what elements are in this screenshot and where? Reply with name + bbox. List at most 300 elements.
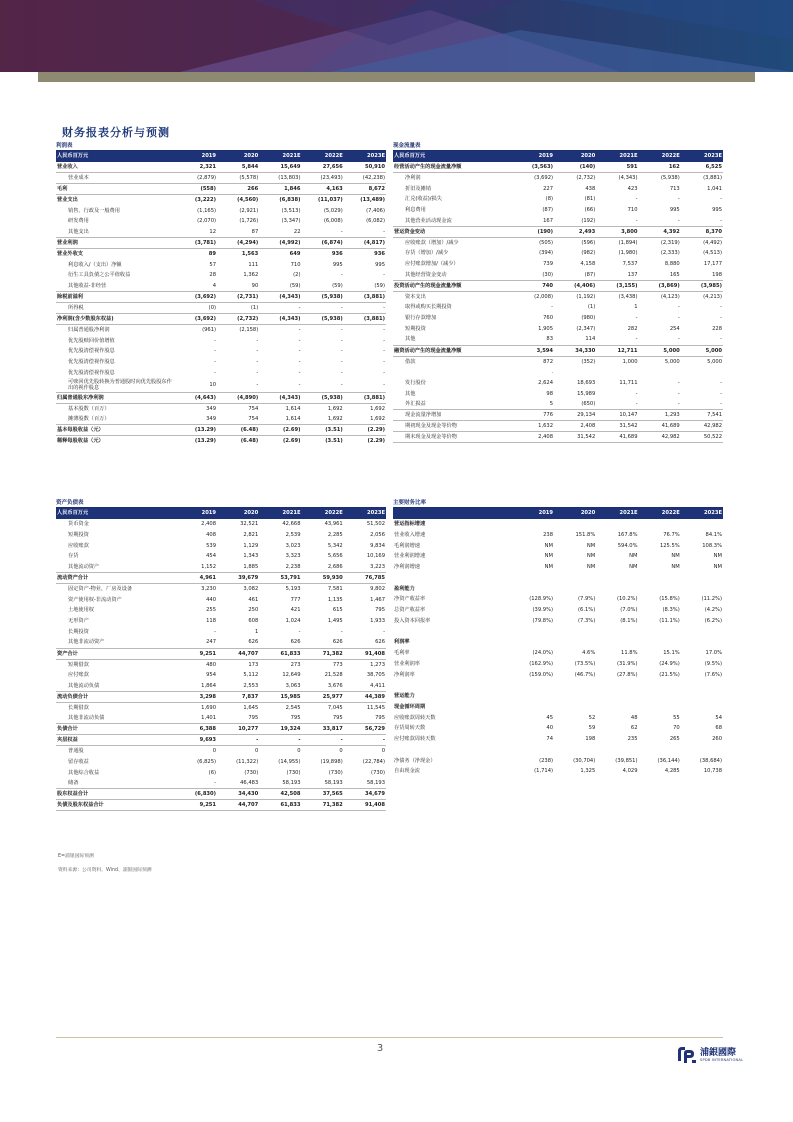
table-row (56, 540, 386, 551)
row-value: 7,837 (217, 691, 259, 702)
header-year: 2022E (302, 151, 344, 162)
header-year: 2022E (639, 508, 681, 519)
footer-divider (56, 1037, 723, 1038)
row-value: - (635, 315, 638, 322)
row-value: 995 (332, 261, 343, 268)
row-value: NM (629, 553, 638, 560)
row-value (639, 519, 681, 530)
table-row (393, 388, 723, 399)
table-row (393, 594, 723, 605)
row-label: 货币资金 (68, 521, 89, 528)
row-value: 10,277 (217, 724, 259, 735)
row-value: - (302, 303, 344, 314)
row-label: 无形资产 (68, 618, 89, 625)
row-value: (6.48) (217, 425, 259, 436)
row-label: 负债合计 (56, 724, 175, 735)
row-value: 165 (639, 270, 681, 281)
row-value: (11,322) (236, 758, 259, 765)
row-label: 净利润(含少数股东权益) (56, 314, 175, 325)
row-label: 营运能力 (394, 693, 415, 700)
row-value: - (720, 304, 722, 311)
row-value: 591 (596, 162, 638, 173)
table-header-row (56, 151, 386, 162)
row-value: (4,643) (175, 392, 217, 403)
row-label: 稀释每股收益（元） (57, 438, 104, 445)
row-value: 31,542 (596, 421, 638, 432)
row-value (512, 702, 554, 713)
row-value: - (340, 348, 343, 355)
row-value (596, 519, 638, 530)
row-value: 266 (217, 184, 259, 195)
row-label: 夹层权益 (56, 735, 175, 746)
row-value: - (383, 359, 385, 366)
table-row (393, 270, 723, 281)
table-row (56, 270, 386, 281)
row-label: 应收账款周转天数 (394, 714, 436, 721)
row-label: 股东权益合计 (56, 789, 175, 800)
row-value: 162 (639, 162, 681, 173)
table-row (56, 346, 386, 357)
row-label: 短期投资 (405, 325, 426, 332)
row-value: 5,000 (664, 358, 680, 365)
row-value: 795 (259, 713, 301, 724)
spdb-logo (676, 1043, 766, 1069)
table-row (393, 302, 723, 313)
row-value: (19,898) (320, 758, 343, 765)
table-row (56, 789, 386, 800)
row-label: 其他 (393, 334, 512, 345)
row-label: 土地使用权 (68, 607, 94, 614)
row-value: 7,537 (622, 261, 638, 268)
row-value: 423 (627, 185, 638, 192)
row-label: 外汇损益 (393, 399, 512, 410)
row-value: 19,324 (259, 724, 301, 735)
row-value: 438 (585, 185, 596, 192)
row-value: 1,905 (538, 325, 554, 332)
table-row (393, 216, 723, 227)
row-value: 12,711 (596, 345, 638, 356)
row-value: NM (713, 553, 722, 560)
row-value: (4,513) (703, 250, 722, 257)
row-value: 76,785 (344, 573, 386, 584)
row-value (554, 367, 596, 378)
row-value: 594.0% (617, 542, 638, 549)
table-row (56, 562, 386, 573)
row-value: (2.29) (344, 425, 386, 436)
row-value: (87) (542, 207, 554, 214)
footnote-forecast: E=浦银国际预测 (58, 854, 94, 859)
row-label: 资本支出 (405, 293, 426, 300)
row-value: - (298, 628, 301, 635)
row-value: 260 (712, 736, 722, 743)
row-label: 净债务（净现金） (394, 757, 436, 764)
logo-text-cn: 浦銀國際 (700, 1048, 737, 1058)
row-value: (3,881) (344, 292, 386, 303)
row-label: 应收账款（增加）/减少 (405, 239, 459, 246)
table-row (393, 691, 723, 702)
row-value: - (596, 216, 638, 227)
row-value: 50,910 (344, 162, 386, 173)
row-value: (3,692) (534, 175, 554, 182)
row-value: 480 (206, 661, 217, 668)
row-value: 58,193 (259, 778, 301, 789)
row-label: 其他流动资产 (56, 562, 175, 573)
row-value: - (214, 348, 217, 355)
row-value: (27.8%) (616, 671, 638, 678)
row-value: 247 (175, 637, 217, 648)
row-value (596, 680, 638, 691)
row-value: 3,082 (243, 586, 259, 593)
row-value: (3,881) (344, 314, 386, 325)
row-label: 应付账款周转天数 (394, 736, 436, 743)
row-value: 4,163 (302, 184, 344, 195)
header-year: 2020 (554, 151, 596, 162)
row-value: 10,147 (596, 410, 638, 421)
row-label: 净利润增速 (394, 564, 420, 571)
row-value: (2.69) (282, 438, 301, 445)
row-label: 营业支出 (57, 197, 78, 204)
row-value (512, 626, 554, 637)
row-label: 应付账款增加/（减少） (405, 261, 459, 268)
row-value: 1,690 (201, 704, 217, 711)
row-value: 3,594 (512, 345, 554, 356)
row-value: (21.5%) (659, 671, 680, 678)
row-value: 91,408 (344, 648, 386, 659)
cash-table-title: 现金流量表 (393, 142, 723, 151)
row-value: 4 (175, 281, 217, 292)
row-value: 7,541 (681, 410, 723, 421)
row-label: 汇兑(收益)/损失 (405, 196, 442, 203)
header-year: 2023E (344, 508, 386, 519)
row-value: (982) (581, 250, 596, 257)
row-value: 1,293 (639, 410, 681, 421)
row-value (639, 367, 681, 378)
row-value: 2,553 (217, 681, 259, 692)
row-value: 59,930 (302, 573, 344, 584)
row-value (512, 745, 554, 756)
table-row (393, 367, 723, 378)
row-label: 优先股清偿视作股息 (68, 369, 115, 376)
row-value: 754 (217, 414, 259, 425)
row-value: 254 (669, 325, 680, 332)
row-value: (7.6%) (704, 671, 722, 678)
row-value: NM (544, 564, 554, 571)
row-value: (4,343) (259, 292, 301, 303)
row-value: 1 (254, 628, 259, 635)
row-value: 25,977 (302, 691, 344, 702)
row-value: (8.1%) (620, 617, 638, 624)
row-value: (238) (539, 757, 554, 764)
row-value: (2,333) (660, 250, 680, 257)
row-value: 4,411 (344, 681, 386, 692)
table-row (56, 303, 386, 314)
table-row (56, 605, 386, 616)
row-value: (87) (554, 270, 596, 281)
row-value: (5,938) (302, 392, 344, 403)
row-label: 营业利润 (56, 238, 175, 249)
row-label: 营运指标增速 (394, 521, 426, 528)
table-row (56, 767, 386, 778)
table-row (56, 281, 386, 292)
balance-table-title: 资产负债表 (56, 499, 386, 508)
row-label: 短期投资 (68, 531, 89, 538)
row-value: 7,581 (327, 586, 343, 593)
row-value: (394) (539, 250, 554, 257)
row-value: 4.6% (582, 650, 596, 657)
table-row (56, 573, 386, 584)
table-row (393, 551, 723, 562)
row-label: 毛利 (56, 184, 175, 195)
table-row (56, 425, 386, 436)
row-value: 1,692 (327, 405, 343, 412)
row-value: 42,982 (639, 432, 681, 443)
table-row (393, 530, 723, 541)
row-value (512, 637, 554, 648)
row-value: - (214, 628, 217, 635)
row-value: 5,000 (707, 358, 722, 365)
row-value: 12,649 (282, 672, 301, 679)
row-value: 4,029 (622, 768, 638, 775)
row-value: (2,158) (239, 327, 259, 334)
row-value: NM (629, 564, 638, 571)
table-row (56, 249, 386, 260)
row-value: 9,834 (370, 542, 385, 549)
row-value: (38,684) (699, 757, 722, 764)
row-value: 626 (344, 637, 386, 648)
row-value: 1,563 (241, 251, 259, 258)
row-value: (190) (512, 226, 554, 237)
row-value: (46.7%) (574, 671, 596, 678)
row-value: 91,408 (344, 800, 386, 811)
row-value (681, 573, 723, 584)
row-value: (128.9%) (529, 596, 554, 603)
row-value: - (383, 272, 385, 279)
row-label: 流动资产合计 (56, 573, 175, 584)
row-value: (73.5%) (574, 660, 596, 667)
row-value: - (677, 390, 680, 397)
table-row (56, 627, 386, 638)
row-value: - (681, 399, 723, 410)
row-value: - (344, 735, 386, 746)
row-value: 649 (289, 251, 301, 258)
row-value: - (256, 359, 259, 366)
row-value: 89 (208, 251, 217, 258)
header-unit: 人民币百万元 (56, 151, 175, 162)
row-value: 2,545 (285, 704, 301, 711)
row-value: (505) (539, 239, 554, 246)
row-value: 74 (546, 736, 554, 743)
row-value: 1,135 (327, 596, 343, 603)
row-value: 114 (554, 334, 596, 345)
row-value: 15,649 (259, 162, 301, 173)
table-row (393, 173, 723, 184)
row-label: 归属普通股东净利润 (56, 392, 175, 403)
row-value: 29,134 (554, 410, 596, 421)
row-value: 71,382 (302, 648, 344, 659)
row-label: 存货 (68, 553, 79, 560)
row-value: 108.3% (702, 542, 722, 549)
row-label: 其他营业活动现金流 (393, 216, 512, 227)
row-value: (3.51) (302, 425, 344, 436)
row-value: - (639, 334, 681, 345)
row-value: 273 (290, 661, 301, 668)
row-value: 125.5% (659, 542, 680, 549)
row-label: 利息费用 (405, 207, 426, 214)
row-value: NM (713, 564, 722, 571)
row-label: 优先股清偿视作股息 (68, 348, 115, 355)
row-value: NM (586, 564, 596, 571)
row-value: NM (586, 553, 596, 560)
row-value: 795 (375, 607, 385, 614)
row-value: 1,343 (243, 553, 259, 560)
row-label: 盈利能力 (394, 585, 415, 592)
row-value (596, 745, 638, 756)
row-value: (30,704) (573, 757, 596, 764)
row-value: 1,933 (370, 618, 385, 625)
row-value: 461 (248, 596, 259, 603)
row-value: - (214, 369, 217, 376)
row-value: - (639, 216, 681, 227)
row-label: 融资活动产生的现金流量净额 (393, 345, 512, 356)
row-label: 营业利润增速 (394, 553, 426, 560)
row-value: 37,565 (302, 789, 344, 800)
row-value: 18,693 (577, 379, 596, 386)
row-value: (31.9%) (616, 660, 638, 667)
row-value: 21,528 (324, 672, 343, 679)
table-row (393, 540, 723, 551)
row-value: 6,388 (175, 724, 217, 735)
row-label: 营业外收支 (57, 251, 83, 258)
table-row (393, 378, 723, 389)
row-value: - (344, 378, 386, 392)
row-value: 45 (546, 714, 554, 721)
row-value (554, 573, 596, 584)
row-value: (1) (217, 303, 259, 314)
row-value: (7.0%) (620, 607, 638, 614)
row-value: - (214, 359, 217, 366)
row-value: 9,251 (175, 800, 217, 811)
row-value: (980) (581, 315, 596, 322)
row-value: 1,864 (175, 681, 217, 692)
row-value: 118 (206, 618, 217, 625)
row-value: 995 (375, 261, 385, 268)
row-value: (3,347) (281, 218, 301, 225)
row-value (639, 745, 681, 756)
footnote-source: 资料来源：公司资料、Wind、浦银国际预测 (58, 868, 152, 873)
row-value: - (298, 369, 301, 376)
row-value (596, 367, 638, 378)
row-value: 44,389 (344, 691, 386, 702)
row-value: 1,467 (370, 596, 385, 603)
row-value: (11,037) (317, 197, 343, 204)
row-value: 3,676 (302, 681, 344, 692)
row-value: - (340, 272, 343, 279)
row-value: 33,817 (302, 724, 344, 735)
row-value: 58,193 (302, 778, 344, 789)
row-label: 优先股赎回价值增值 (68, 337, 115, 344)
row-value: 3,230 (201, 586, 217, 593)
row-value: 5,656 (327, 553, 343, 560)
row-value: (4,294) (217, 238, 259, 249)
row-value (681, 583, 723, 594)
row-value: 44,707 (217, 648, 259, 659)
row-value: 11,545 (366, 704, 385, 711)
row-value: 2,238 (259, 562, 301, 573)
row-value: (730) (286, 769, 301, 776)
row-value (681, 367, 723, 378)
row-value (639, 573, 681, 584)
row-value: 87 (217, 227, 259, 238)
row-value: 83 (512, 334, 554, 345)
row-value (596, 637, 638, 648)
table-row (393, 259, 723, 270)
row-value: NM (544, 542, 554, 549)
row-value: (162.9%) (529, 660, 554, 667)
table-row (56, 800, 386, 811)
row-label: 优先股清偿视作股息 (68, 359, 115, 366)
row-value: - (383, 337, 385, 344)
row-value: (4,560) (237, 197, 259, 204)
row-value: (6,008) (323, 218, 343, 225)
row-value (512, 691, 554, 702)
row-value: NM (671, 564, 680, 571)
row-label (393, 367, 512, 378)
row-value: (650) (554, 399, 596, 410)
row-value: 227 (543, 185, 554, 192)
table-row (56, 594, 386, 605)
table-row (56, 681, 386, 692)
row-value: 1,041 (707, 185, 722, 192)
table-row (393, 194, 723, 205)
table-row (56, 195, 386, 206)
table-row (56, 238, 386, 249)
row-value: 3,023 (285, 542, 301, 549)
row-value: 15,989 (577, 390, 596, 397)
row-value: (6,838) (279, 197, 301, 204)
row-value: 349 (175, 414, 217, 425)
row-value: 8,370 (681, 226, 723, 237)
table-row (393, 755, 723, 766)
table-row (393, 702, 723, 713)
row-value: (5,938) (302, 292, 344, 303)
row-label: 营运资金变动 (393, 226, 512, 237)
header-year: 2019 (512, 151, 554, 162)
row-label: 除税前溢利 (56, 292, 175, 303)
row-value: - (383, 369, 385, 376)
row-value: (66) (584, 207, 596, 214)
row-value: - (720, 196, 722, 203)
table-row (393, 605, 723, 616)
row-value: (140) (554, 162, 596, 173)
row-value: (13.29) (175, 425, 217, 436)
table-row (56, 702, 386, 713)
table-row (56, 162, 386, 173)
row-value: 42,982 (681, 421, 723, 432)
row-label: 借款 (405, 358, 416, 365)
row-value (681, 691, 723, 702)
row-label: 期末现金及现金等价物 (393, 432, 512, 443)
table-row (56, 670, 386, 681)
row-value: 38,705 (366, 672, 385, 679)
table-row (393, 291, 723, 302)
row-value: 995 (712, 207, 722, 214)
row-value: 5,342 (327, 542, 343, 549)
row-label: 研发费用 (68, 218, 89, 225)
row-value: 1,401 (175, 713, 217, 724)
row-value: (2,070) (197, 218, 217, 225)
row-label: 其他收益-非经营 (56, 281, 175, 292)
row-label (393, 573, 512, 584)
